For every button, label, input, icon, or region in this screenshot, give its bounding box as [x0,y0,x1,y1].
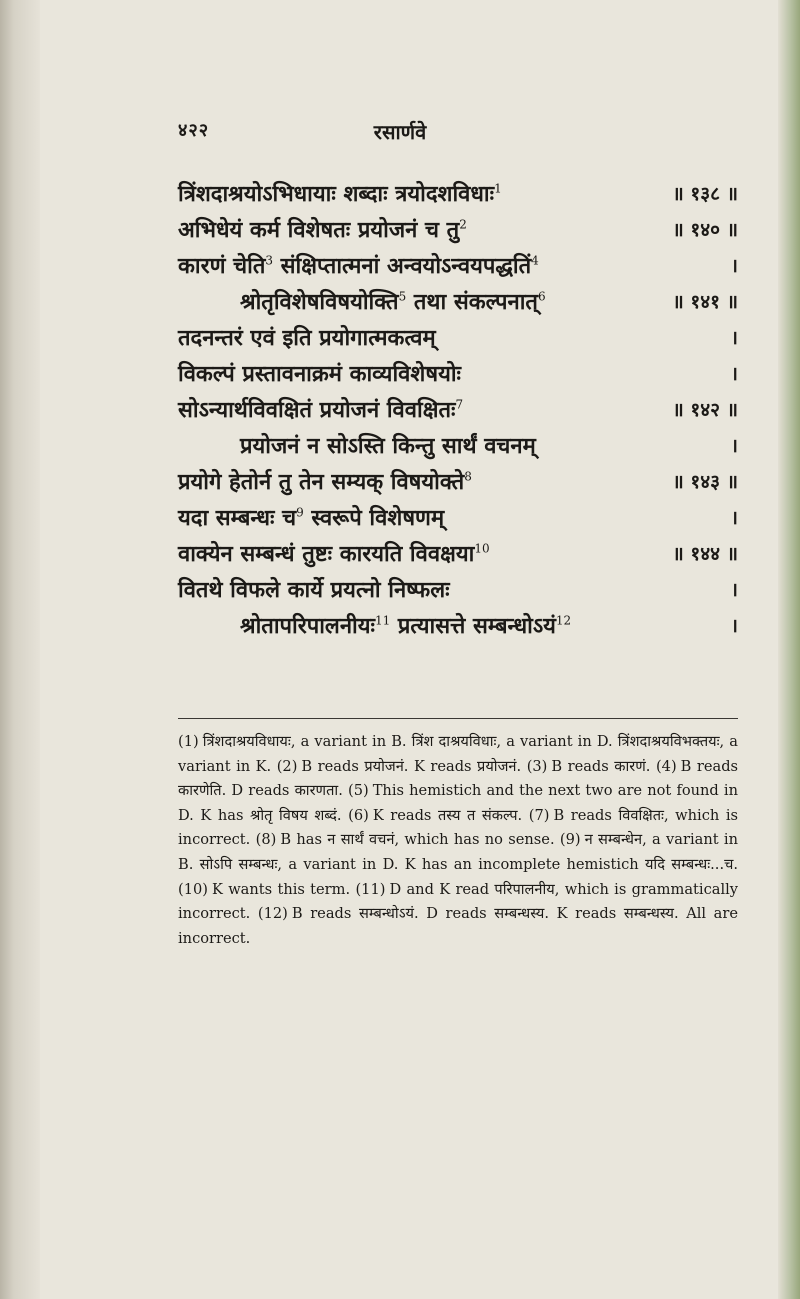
verse-number: ॥ १३८ ॥ [672,183,738,205]
verse-text [178,248,539,284]
scanned-page-right-edge [778,0,800,1299]
verse-number: । [730,507,738,529]
verse-line [178,284,738,320]
footnote-text: B has न सार्थं वचनं, which has no sense. [280,831,555,849]
verse-text-main: श्रोतृविशेषविषयोक्ति [240,289,399,315]
verse-text [178,356,461,392]
verse-text-tail: संक्षिप्तात्मनां अन्वयोऽन्वयपद्धतिं [273,253,532,279]
verse-text [178,320,436,356]
footnote-number: (11) [355,880,386,898]
footnote-marker: 4 [531,253,539,268]
footnote-text: B reads सम्बन्धोऽयं. D reads सम्बन्धस्य. K reads सम्बन्धस्य. All are incorrect. [178,905,738,947]
footnote-number: (5) [348,782,369,800]
verse-text [178,212,467,248]
footnote-number: (4) [655,757,677,775]
verse-text-tail: स्वरूपे विशेषणम् [303,505,445,531]
verse-number: । [730,615,738,637]
footnote-number: (3) [526,757,548,775]
footnote-marker: 9 [296,505,304,520]
footnote [178,905,738,947]
verse-line [178,428,738,464]
verse-text [240,428,536,464]
verse-text-tail: प्रत्यासत्ते सम्बन्धोऽयं [390,613,556,639]
verse-text-main: श्रोतापरिपालनीयः [240,613,375,639]
footnote-marker: 3 [265,253,274,268]
footnote-text: K reads तस्य त संकल्प. [372,806,523,824]
verse-text-main: अभिधेयं कर्म विशेषतः प्रयोजनं च तु [178,217,460,243]
verse-text-main: यदा सम्बन्धः च [178,505,297,531]
verse-number: ॥ १४२ ॥ [672,399,738,421]
verse-line [178,248,738,284]
verse-line [178,320,738,356]
footnote-marker: 7 [455,397,464,412]
verse-line [178,212,738,248]
footnote-number: (2) [276,757,298,775]
footnote-marker: 11 [374,613,391,628]
footnote-text: This hemistich and the next two are not found in D. K has श्रोतृ विषय शब्दं. [178,782,738,824]
verse-text-main: वाक्येन सम्बन्धं तुष्टः कारयति विवक्षया [178,541,475,567]
page-header [0,118,800,148]
footnote-number: (6) [348,806,369,824]
verse-block [178,176,738,644]
footnote-marker: 12 [555,613,572,628]
verse-number: ॥ १४४ ॥ [672,543,738,565]
footnote-number: (1) [178,733,199,750]
footnote-marker: 1 [494,181,502,196]
footnote-marker: 6 [537,289,546,304]
footnote [277,758,521,775]
footnote-text: B reads कारणेति. D reads कारणता. [178,757,739,800]
verse-text-main: प्रयोजनं न सोऽस्ति किन्तु सार्थं वचनम् [240,433,536,459]
verse-number: । [730,363,738,385]
footnote-number: (8) [255,831,277,849]
footnote-number: (10) [178,880,208,898]
verse-line [178,536,738,572]
footnote-marker: 10 [474,541,490,556]
verse-text [178,536,490,572]
footnote-rule [178,718,738,719]
verse-text [178,572,450,608]
footnote-text: B reads विवक्षितः, which is incorrect. [178,806,739,849]
verse-text-main: विकल्पं प्रस्तावनाक्रमं काव्यविशेषयोः [178,361,461,387]
verse-line [178,356,738,392]
footnote-text: त्रिंशदाश्रयविधायः, a variant in B. त्रिंश दाश्रयविधाः, a variant in D. त्रिंशदाश्रयविभक्तयः, a variant in K. [178,733,738,775]
footnotes [178,730,738,951]
footnote-text: न सम्बन्धेन, a variant in B. सोऽपि सम्बन्धः, a variant in D. K has an incomplete hemistich यदि सम्बन्धः...च. [178,831,738,873]
verse-text-tail: तथा संकल्पनात् [406,289,538,315]
running-head: रसार्णवे [373,120,427,144]
footnote-number: (9) [559,831,581,849]
verse-text-main: कारणं चेति [178,253,266,279]
verse-text [240,284,546,320]
verse-text [178,392,463,428]
footnote [348,807,522,824]
footnote-number: (12) [257,905,288,923]
footnote-text: D and K read परिपालनीय, which is grammatically incorrect. [178,880,739,923]
page-number: ४२२ [178,120,210,141]
verse-line [178,392,738,428]
verse-number: । [730,255,738,277]
footnote-text: B reads कारणं. [551,757,651,775]
verse-number: । [730,327,738,349]
scanned-page-left-edge [0,0,40,1299]
footnote-marker: 5 [398,289,407,304]
verse-text-main: वितथे विफले कार्ये प्रयत्नो निष्फलः [178,577,450,603]
verse-text [178,500,444,536]
footnote-text: B reads प्रयोजनं. K reads प्रयोजनं. [301,757,522,775]
verse-number: । [730,435,738,457]
verse-text [178,176,502,212]
verse-text [240,608,571,644]
verse-number: ॥ १४१ ॥ [672,291,738,313]
verse-number: । [730,579,738,601]
verse-line [178,500,738,536]
footnote-text: K wants this term. [211,880,351,898]
verse-text-main: सोऽन्यार्थविवक्षितं प्रयोजनं विवक्षितः [178,397,456,423]
verse-line [178,176,738,212]
verse-number: ॥ १४३ ॥ [672,471,738,493]
verse-number: ॥ १४० ॥ [672,219,738,241]
verse-line [178,572,738,608]
footnote [178,881,350,898]
verse-text [178,464,472,500]
verse-text-main: त्रिंशदाश्रयोऽभिधायाः शब्दाः त्रयोदशविधाः [178,181,495,207]
verse-line [178,464,738,500]
verse-line [178,608,738,644]
footnote [256,831,555,848]
verse-text-main: प्रयोगे हेतोर्न तु तेन सम्यक् विषयोक्ते [178,469,465,495]
footnote-number: (7) [528,806,550,824]
footnote [527,758,651,775]
verse-text-main: तदनन्तरं एवं इति प्रयोगात्मकत्वम् [178,325,436,351]
footnote-marker: 8 [464,469,472,484]
footnote-marker: 2 [459,217,467,232]
